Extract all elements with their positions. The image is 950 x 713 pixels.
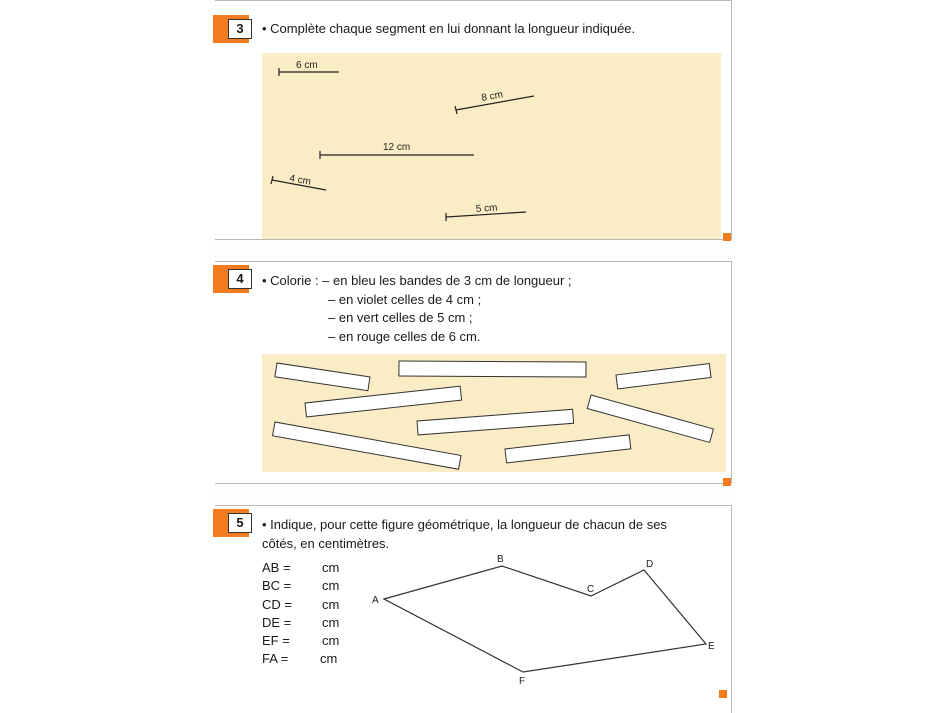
point-label-f: F (519, 676, 526, 687)
polygon-abcdef (384, 566, 706, 672)
point-label-e: E (708, 641, 715, 652)
segment-label: 4 cm (288, 173, 312, 188)
instruction-line: – en rouge celles de 6 cm. (328, 328, 481, 344)
instruction: • Complète chaque segment en lui donnant la longueur indiquée. (262, 21, 636, 36)
exercise-number: 4 (228, 269, 252, 289)
point-label-a: A (372, 595, 379, 606)
instruction-line: • Colorie : – en bleu les bandes de 3 cm de longueur ; (262, 273, 572, 288)
instruction-line: – en vert celles de 5 cm ; (328, 310, 473, 325)
point-label-b: B (497, 554, 504, 565)
point-label-c: C (587, 584, 595, 595)
side-label: BC = (262, 578, 292, 593)
unit-label: cm (320, 651, 338, 666)
unit-label: cm (322, 633, 340, 648)
exercise-number: 5 (228, 513, 252, 533)
side-label: CD = (262, 597, 292, 612)
instruction-line: – en violet celles de 4 cm ; (328, 291, 482, 307)
segment-label: 5 cm (475, 202, 498, 215)
side-label: EF = (262, 633, 290, 648)
unit-label: cm (322, 597, 340, 612)
point-label-d: D (646, 559, 654, 570)
side-label: FA = (262, 651, 289, 666)
unit-label: cm (322, 578, 340, 593)
unit-label: cm (322, 560, 340, 575)
segment-label: 8 cm (480, 89, 504, 104)
unit-label: cm (322, 615, 340, 630)
segment-label: 6 cm (296, 60, 318, 71)
side-label: AB = (262, 560, 291, 575)
exercise-number: 3 (228, 19, 252, 39)
side-label: DE = (262, 615, 292, 630)
segment-label: 12 cm (383, 142, 411, 153)
instruction-line: côtés, en centimètres. (262, 535, 390, 551)
instruction-line: • Indique, pour cette figure géométrique, la longueur de chacun de ses (262, 517, 667, 532)
